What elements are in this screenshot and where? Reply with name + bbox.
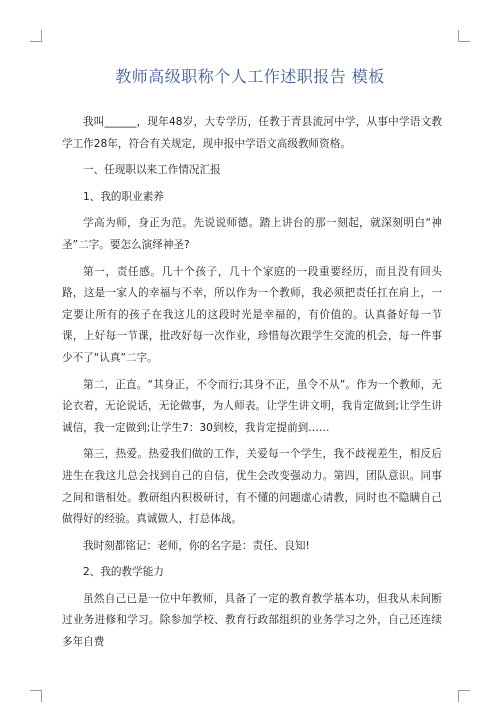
motto-paragraph: 我时刻都铭记：老师，你的名字是：责任、良知! (83, 539, 310, 552)
subsection-heading: 2、我的教学能力 (83, 566, 164, 579)
document-title: 教师高级职称个人工作述职报告 模板 (115, 67, 385, 86)
subsection-heading: 1、我的职业素养 (83, 190, 164, 203)
body-paragraph: 虽然自己已是一位中年教师，具备了一定的教育教学基本功，但我从未间断过业务进修和学习。除参加学校、教育行政部组织的业务学习之外，自己还连续多年自费 (62, 592, 442, 649)
body-paragraph: 第二，正直。“其身正，不令而行;其身不正，虽令不从”。作为一个教师，无论衣着，无论说话，无论做事，为人师表。让学生讲文明，我肯定做到;让学生讲诚信，我一定做到;让学生7：30到校，我肯定提前到…… (62, 378, 442, 434)
body-paragraph: 第三，热爱。热爱我们做的工作，关爱每一个学生，我不歧视差生，相反后进生在我这儿总会找到自己的自信，优生会改变强动力。第四，团队意识。同事之间和谐相处。教研组内积极研讨，有不懂的问题虚心请教，同时也不隐瞒自己做得好的经验。真诚做人，打总体战。 (62, 448, 442, 526)
body-paragraph: 第一，责任感。几十个孩子，几十个家庭的一段重要经历，而且没有回头路，这是一家人的幸福与不幸，所以作为一个教师，我必须把责任扛在肩上，一定要让所有的孩子在我这儿的这段时光是幸福的，有价值的。认真备好每一节课，上好每一节课，批改好每一次作业，珍惜每次跟学生交流的机会，每一件事少不了“认真”二字。 (62, 265, 442, 364)
section-heading: 一、任现职以来工作情况汇报 (83, 164, 221, 177)
document-body (62, 112, 442, 659)
body-paragraph: 学高为师，身正为范。先说说师德。踏上讲台的那一刻起，就深刻明白“神圣”二字。要怎么演绎神圣? (62, 217, 442, 251)
intro-paragraph: 我叫______，现年48岁，大专学历，任教于青县流河中学，从事中学语文教学工作28年，符合有关规定，现申报中学语文高级教师资格。 (62, 116, 442, 150)
